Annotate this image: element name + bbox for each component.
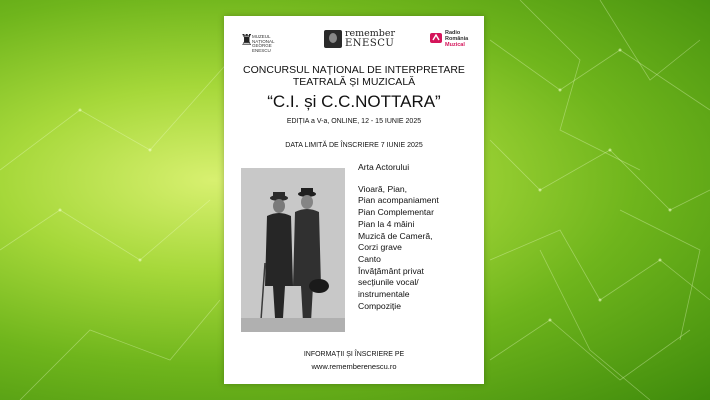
title-line-2: TEATRALĂ ȘI MUZICALĂ xyxy=(292,75,416,88)
radio-logo-text xyxy=(445,30,468,48)
category-list xyxy=(358,162,482,312)
category-item: Compoziție xyxy=(358,300,401,311)
edition-info: EDIȚIA a V-a, ONLINE, 12 - 15 IUNIE 2025 xyxy=(286,118,422,125)
museum-logo-text: MUZEUL NAȚIONAL GEORGE ENESCU xyxy=(252,34,275,53)
remember-logo-bottom: ENESCU xyxy=(345,38,395,49)
category-item: Vioară, Pian, xyxy=(358,183,408,194)
enescu-portrait xyxy=(324,30,342,48)
category-item: Corzi grave xyxy=(358,242,402,253)
contest-title xyxy=(224,65,484,88)
radio-line-2: România xyxy=(445,36,469,42)
category-item: Muzică de Cameră, xyxy=(358,230,433,241)
category-item: Canto xyxy=(358,253,381,264)
category-item: Pian Complementar xyxy=(358,207,434,218)
sponsor-logos xyxy=(224,28,484,54)
category-item: Pian la 4 mâini xyxy=(358,218,415,229)
category-item: Arta Actorului xyxy=(358,162,410,172)
radio-romania-muzical-icon xyxy=(429,31,443,45)
museum-logo xyxy=(240,28,280,54)
registration-url[interactable]: www.rememberenescu.ro xyxy=(311,362,397,371)
muzeu-logo-icon: ♜ xyxy=(240,31,254,49)
title-line-1: CONCURSUL NAȚIONAL DE INTERPRETARE xyxy=(243,64,465,76)
registration-info: INFORMAȚII ȘI ÎNSCRIERE PE xyxy=(303,351,405,358)
radio-romania-logo xyxy=(429,30,479,52)
category-item: Pian acompaniament xyxy=(358,195,439,206)
radio-line-1: Radio xyxy=(445,30,461,36)
remember-enescu-logo xyxy=(324,28,398,54)
category-item: secțiunile vocal/ xyxy=(358,277,419,288)
category-item: instrumentale xyxy=(358,289,410,300)
category-item: Învățământ privat xyxy=(358,265,424,276)
contest-name: “C.I. și C.C.NOTTARA” xyxy=(267,92,441,111)
nottara-brothers-photo xyxy=(241,168,345,332)
deadline-info: DATA LIMITĂ DE ÎNSCRIERE 7 IUNIE 2025 xyxy=(285,142,423,149)
remember-logo-top: remember xyxy=(345,28,396,39)
radio-line-3: Muzical xyxy=(445,42,465,48)
contest-poster xyxy=(224,16,484,384)
